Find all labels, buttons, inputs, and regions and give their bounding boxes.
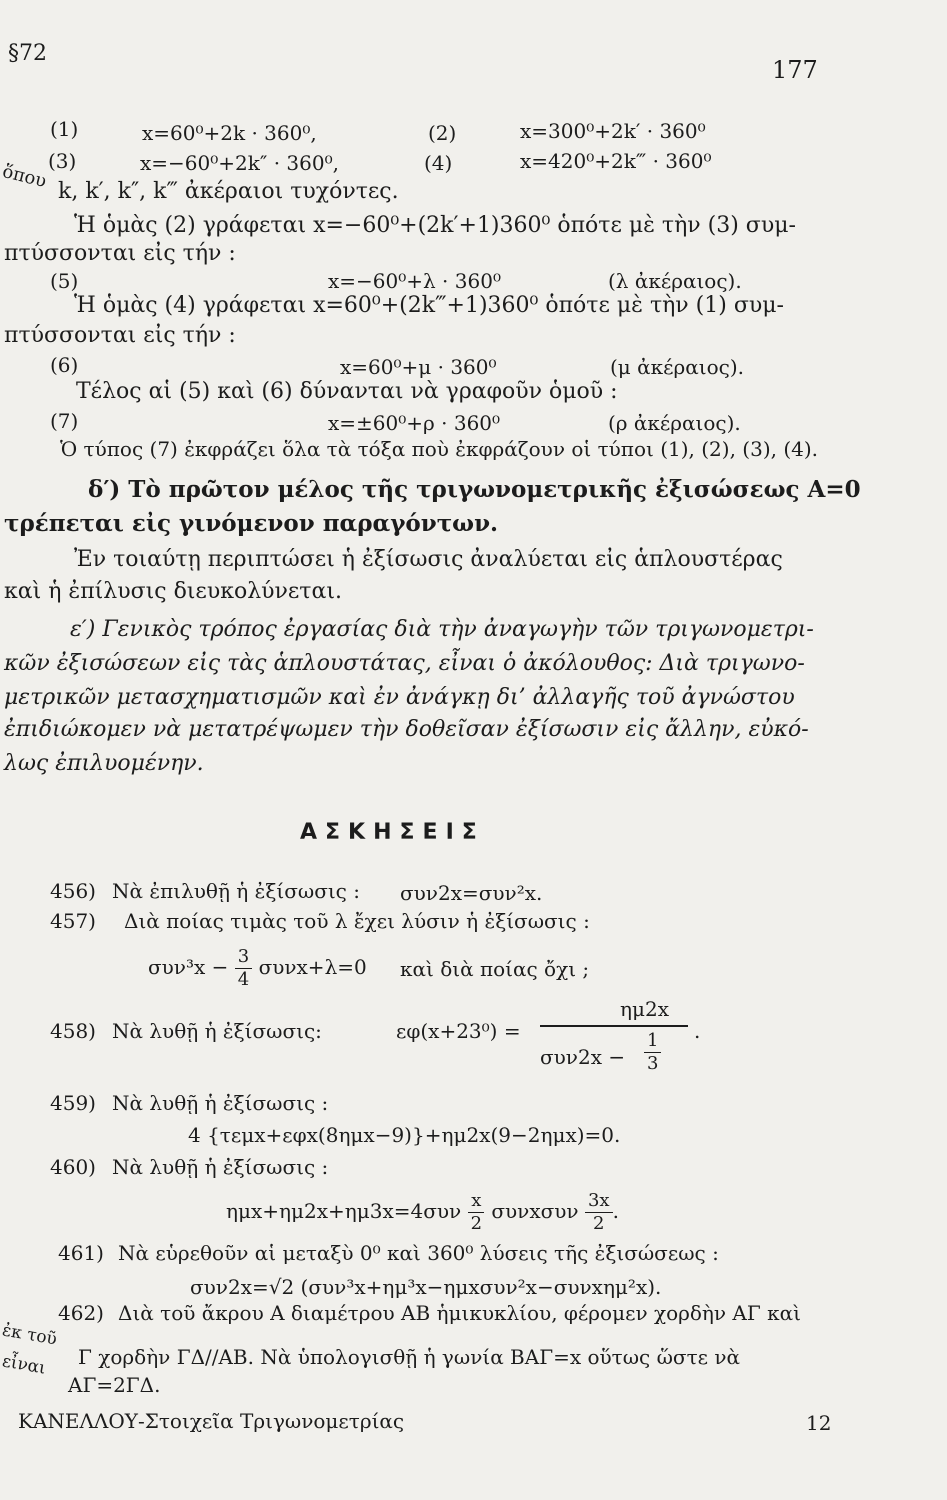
delta-heading: δ′) Τὸ πρῶτον μέλος τῆς τριγωνομετρικῆς ἐξισώσεως Α=0: [88, 476, 861, 503]
page-number: 177: [772, 56, 818, 84]
eq6-note: (μ ἀκέραιος).: [610, 355, 745, 379]
eq6: x=60⁰+μ · 360⁰: [340, 355, 497, 379]
exercises-heading: ΑΣΚΗΣΕΙΣ: [300, 820, 485, 845]
ex461-number: 461): [58, 1241, 104, 1265]
ex461-text: Νὰ εὑρεθοῦν αἱ μεταξὺ 0⁰ καὶ 360⁰ λύσεις τῆς ἐξισώσεως :: [118, 1241, 719, 1265]
ex460-eq-part-b: συνxσυν: [491, 1199, 579, 1223]
eq5-note: (λ ἀκέραιος).: [608, 269, 742, 293]
integers-line: k, k′, k″, k‴ ἀκέραιοι τυχόντες.: [58, 179, 399, 204]
ex460-text: Νὰ λυθῇ ἡ ἐξίσωσις :: [112, 1155, 329, 1179]
formula7-line: Ὁ τύπος (7) ἐκφράζει ὅλα τὰ τόξα ποὺ ἐκφράζουν οἱ τύποι (1), (2), (3), (4).: [60, 437, 819, 461]
ex458-inner-fraction: [644, 1030, 661, 1075]
ex462-margin-1: ἐκ τοῦ: [0, 1320, 59, 1350]
eq3-label: (3): [48, 149, 77, 173]
group2-cont: πτύσσονται εἰς τήν :: [4, 241, 236, 266]
ex460-eq-part-a: ημx+ημ2x+ημ3x=4συν: [226, 1199, 462, 1223]
section-number: §72: [8, 41, 47, 66]
eq2: x=300⁰+2k′ · 360⁰: [520, 119, 706, 143]
epsilon-line-4: ἐπιδιώκομεν νὰ μετατρέψωμεν τὴν δοθεῖσαν ἐξίσωσιν εἰς ἄλλην, εὐκό-: [4, 717, 809, 742]
ex460-equation: [226, 1190, 619, 1235]
eq4-label: (4): [424, 151, 453, 175]
ex459-text: Νὰ λυθῇ ἡ ἐξίσωσις :: [112, 1091, 329, 1115]
ex458-inner-denominator: 3: [647, 1053, 659, 1074]
ex456-number: 456): [50, 879, 96, 903]
ex460-frac2-numerator: 3x: [585, 1190, 613, 1213]
delta-para-2: καὶ ἡ ἐπίλυσις διευκολύνεται.: [4, 579, 342, 604]
ex460-frac1-numerator: x: [468, 1190, 484, 1213]
ex459-number: 459): [50, 1091, 96, 1115]
ex457-eq-right: συνx+λ=0: [258, 955, 367, 979]
group2-line: Ἡ ὁμὰς (2) γράφεται x=−60⁰+(2k′+1)360⁰ ὁπότε μὲ τὴν (3) συμ-: [74, 213, 796, 238]
eq7: x=±60⁰+ρ · 360⁰: [328, 411, 501, 435]
eq4: x=420⁰+2k‴ · 360⁰: [520, 149, 712, 173]
ex460-fraction-1: [468, 1190, 485, 1235]
group4-cont: πτύσσονται εἰς τήν :: [4, 323, 236, 348]
ex457-frac-numerator: 3: [235, 946, 252, 969]
ex460-frac1-denominator: 2: [470, 1213, 483, 1234]
delta-heading-cont: τρέπεται εἰς γινόμενον παραγόντων.: [4, 510, 499, 537]
epsilon-line-2: κῶν ἐξισώσεων εἰς τὰς ἁπλουστάτας, εἶναι ὁ ἀκόλουθος: Διὰ τριγωνο-: [4, 651, 805, 676]
ex461-equation: συν2x=√2 (συν³x+ημ³x−ημxσυν²x−συνxημ²x).: [190, 1275, 662, 1299]
ex457-tail: καὶ διὰ ποίας ὄχι ;: [400, 957, 590, 981]
ex458-dot: .: [694, 1019, 701, 1043]
eq1-label: (1): [50, 117, 79, 141]
ex456-text: Νὰ ἐπιλυθῇ ἡ ἐξίσωσις :: [112, 879, 360, 903]
margin-opou: ὅπου: [0, 160, 49, 193]
eq5: x=−60⁰+λ · 360⁰: [328, 269, 501, 293]
ex462-text: Διὰ τοῦ ἄκρου Α διαμέτρου ΑΒ ἡμικυκλίου, φέρομεν χορδὴν ΑΓ καὶ: [118, 1301, 801, 1325]
footer-signature: 12: [806, 1411, 832, 1435]
ex462-line-2: Γ χορδὴν ΓΔ//ΑΒ. Νὰ ὑπολογισθῇ ἡ γωνία ΒΑΓ=x οὕτως ὥστε νὰ: [78, 1345, 741, 1369]
eq5-label: (5): [50, 269, 79, 293]
finally-line: Τέλος αἱ (5) καὶ (6) δύνανται νὰ γραφοῦν ὁμοῦ :: [76, 379, 618, 404]
eq7-label: (7): [50, 409, 79, 433]
eq1: x=60⁰+2k · 360⁰,: [142, 121, 317, 145]
ex458-fraction-bar: [540, 1025, 688, 1027]
eq6-label: (6): [50, 353, 79, 377]
ex458-inner-numerator: 1: [644, 1030, 661, 1053]
ex457-fraction: [235, 946, 252, 991]
ex462-line-3: ΑΓ=2ΓΔ.: [68, 1373, 161, 1397]
epsilon-line-1: ε′) Γενικὸς τρόπος ἐργασίας διὰ τὴν ἀναγωγὴν τῶν τριγωνομετρι-: [70, 617, 814, 642]
ex457-equation: [148, 946, 367, 991]
ex458-text: Νὰ λυθῇ ἡ ἐξίσωσις:: [112, 1019, 322, 1043]
ex457-frac-denominator: 4: [237, 969, 250, 990]
ex460-period: .: [612, 1199, 619, 1223]
eq2-label: (2): [428, 121, 457, 145]
group4-line: Ἡ ὁμὰς (4) γράφεται x=60⁰+(2k‴+1)360⁰ ὁπότε μὲ τὴν (1) συμ-: [74, 293, 784, 318]
ex458-numerator: ημ2x: [620, 997, 669, 1021]
epsilon-line-5: λως ἐπιλυομένην.: [4, 751, 204, 776]
epsilon-line-3: μετρικῶν μετασχηματισμῶν καὶ ἐν ἀνάγκῃ δι’ ἀλλαγῆς τοῦ ἀγνώστου: [4, 685, 795, 710]
ex459-equation: 4 {τεμx+εφx(8ημx−9)}+ημ2x(9−2ημx)=0.: [188, 1123, 621, 1147]
ex460-frac2-denominator: 2: [593, 1213, 605, 1234]
footer-title: ΚΑΝΕΛΛΟΥ-Στοιχεῖα Τριγωνομετρίας: [18, 1409, 405, 1433]
ex458-lhs: εφ(x+23⁰) =: [396, 1019, 521, 1043]
ex457-number: 457): [50, 909, 96, 933]
eq7-note: (ρ ἀκέραιος).: [608, 411, 741, 435]
ex458-denominator: συν2x −: [540, 1045, 626, 1069]
ex462-margin-2: εἶναι: [0, 1351, 48, 1379]
ex457-text: Διὰ ποίας τιμὰς τοῦ λ ἔχει λύσιν ἡ ἐξίσωσις :: [124, 909, 590, 933]
ex458-number: 458): [50, 1019, 96, 1043]
ex460-fraction-2: [585, 1190, 613, 1235]
eq3: x=−60⁰+2k″ · 360⁰,: [140, 151, 339, 175]
ex456-equation: συν2x=συν²x.: [400, 881, 543, 905]
ex460-number: 460): [50, 1155, 96, 1179]
ex457-eq-left: συν³x −: [148, 955, 229, 979]
delta-para-1: Ἐν τοιαύτῃ περιπτώσει ἡ ἐξίσωσις ἀναλύεται εἰς ἁπλουστέρας: [74, 547, 783, 572]
ex462-number: 462): [58, 1301, 104, 1325]
